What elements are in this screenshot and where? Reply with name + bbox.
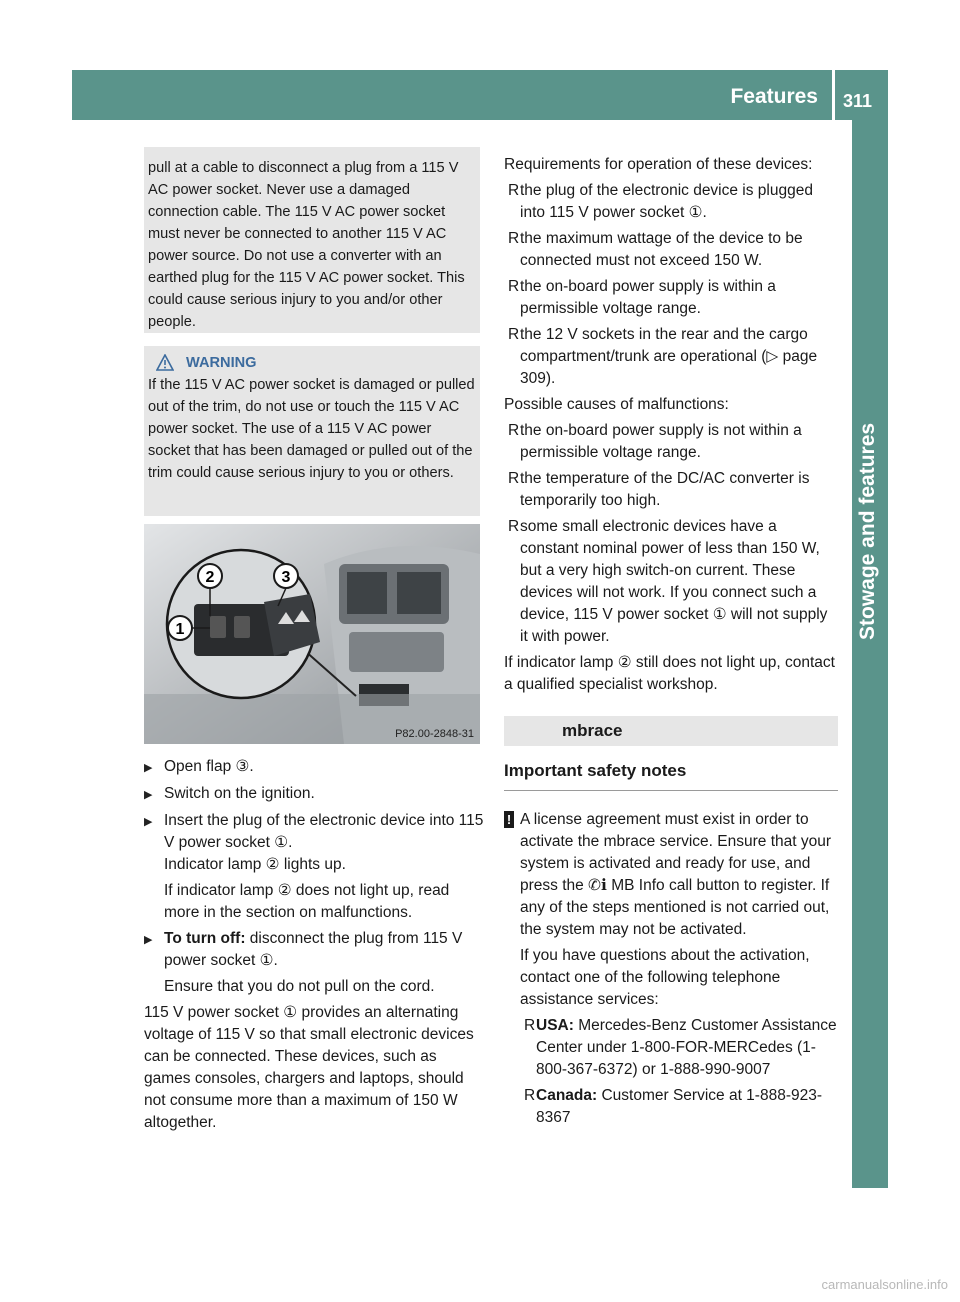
step-open-flap [144, 756, 484, 779]
body-paragraph: 115 V power socket ① provides an alternating voltage of 115 V so that small electronic devices can be connected. These devices, such as games consoles, chargers and laptops, should not consume more than a maximum of 150 W altogether. [144, 1004, 474, 1131]
list-item: R the 12 V sockets in the rear and the cargo compartment/trunk are operational (▷ page 309). [504, 324, 838, 390]
step-arrow-icon: ▶ [144, 789, 153, 801]
watermark: carmanualsonline.info [821, 1277, 948, 1292]
header-divider [832, 70, 835, 120]
side-tab [852, 120, 888, 1188]
step-text: Switch on the ignition. [164, 785, 315, 802]
step-body: disconnect the plug from 115 V power socket ①. [164, 930, 463, 969]
warning-title: WARNING [186, 355, 257, 371]
list-item-text: the on-board power supply is not within a permissible voltage range. [520, 422, 802, 461]
warning-text: If the 115 V AC power socket is damaged or pulled out of the trim, do not use or touch the 115 V AC power socket. The use of a 115 V AC power socket that has been damaged or pulled out of the trim could cause serious injury to you or others. [148, 377, 475, 481]
power-socket-photo [144, 524, 480, 744]
exclamation-icon: ! [504, 811, 514, 828]
usa-text: Mercedes-Benz Customer Assistance Center under 1-800-FOR-MERCedes (1-800-367-6372) or 1-888-990-9007 [536, 1017, 837, 1078]
list-item: R the temperature of the DC/AC converter is temporarily too high. [504, 468, 838, 512]
requirements-intro: Requirements for operation of these devices: [504, 156, 813, 173]
step-note: If indicator lamp ② does not light up, read more in the section on malfunctions. [164, 882, 450, 921]
list-item-text [536, 1085, 838, 1129]
step-note: Indicator lamp ② lights up. [164, 856, 346, 873]
footer [0, 1272, 960, 1302]
list-item-text [536, 1015, 838, 1081]
list-item: R the maximum wattage of the device to be connected must not exceed 150 W. [504, 228, 838, 272]
causes-intro: Possible causes of malfunctions: [504, 396, 729, 413]
indicator-note: If indicator lamp ② still does not light up, contact a qualified specialist workshop. [504, 654, 835, 693]
step-arrow-icon: ▶ [144, 816, 153, 828]
section-heading-mbrace: mbrace [504, 716, 838, 746]
warning-header [148, 352, 476, 374]
list-item: R the on-board power supply is not within a permissible voltage range. [504, 420, 838, 464]
warning-triangle-icon [156, 354, 174, 372]
page-number: 311 [843, 91, 873, 111]
list-item: R Canada: Customer Service at 1-888-923-8367 [520, 1085, 838, 1129]
step-arrow-icon: ▶ [144, 934, 153, 946]
callout-3: 3 [281, 569, 291, 586]
side-tab-label: Stowage and features [856, 422, 879, 640]
list-item-text: some small electronic devices have a constant nominal power of less than 150 W, but a very high switch-on current. These devices will not work. If you connect such a device, 115 V power socket ① will not supply it with power. [520, 518, 828, 645]
step-text: Insert the plug of the electronic device into 115 V power socket ①. [164, 812, 484, 851]
notice [504, 809, 838, 1129]
canada-text: Customer Service at 1-888-923-8367 [536, 1087, 823, 1126]
notice-text-2: If you have questions about the activation, contact one of the following telephone assistance services: [520, 947, 810, 1008]
step-turn-off [144, 928, 484, 972]
step-label: To turn off: [164, 930, 246, 947]
socket-illustration [144, 524, 480, 744]
step-ignition [144, 783, 484, 806]
right-column [504, 154, 838, 1129]
photo-code: P82.00-2848-31 [395, 728, 474, 740]
step-text: Open flap ③. [164, 758, 254, 775]
step-insert-plug [144, 810, 484, 854]
list-item-text: the maximum wattage of the device to be connected must not exceed 150 W. [520, 230, 803, 269]
step-note: Ensure that you do not pull on the cord. [164, 978, 435, 995]
notice-text: A license agreement must exist in order to activate the mbrace service. Ensure that your system is activated and ready for use, and press the ✆ℹ MB Info call button to register. If any of the steps mentioned is not carried out, the system may not be activated. [520, 811, 832, 938]
list-item: R the on-board power supply is within a permissible voltage range. [504, 276, 838, 320]
safety-text: pull at a cable to disconnect a plug from a 115 V AC power socket. Never use a damaged connection cable. The 115 V AC power socket must never be connected to another 115 V AC power source. Do not use a converter with an earthed plug for the 115 V AC power socket. This could cause serious injury to you and/or other people. [148, 160, 465, 330]
list-item: R some small electronic devices have a constant nominal power of less than 150 W, but a very high switch-on current. These devices will not work. If you connect such a device, 115 V power socket ① will not supply it with power. [504, 516, 838, 648]
step-text [164, 928, 484, 972]
callout-1: 1 [175, 621, 185, 638]
safety-text-box [144, 147, 480, 333]
list-item-text: the on-board power supply is within a permissible voltage range. [520, 278, 776, 317]
list-item: R USA: Mercedes-Benz Customer Assistance Center under 1-800-FOR-MERCedes (1-800-367-6372) or 1-888-990-9007 [520, 1015, 838, 1081]
left-column [144, 756, 484, 1134]
subsection-title: Important safety notes [504, 760, 838, 791]
usa-label: USA: [536, 1017, 574, 1034]
warning-box [144, 346, 480, 516]
list-item-text: the 12 V sockets in the rear and the cargo compartment/trunk are operational (▷ page 309). [520, 326, 818, 387]
step-arrow-icon: ▶ [144, 762, 153, 774]
list-item-text: the plug of the electronic device is plugged into 115 V power socket ①. [520, 182, 813, 221]
list-item: R the plug of the electronic device is plugged into 115 V power socket ①. [504, 180, 838, 224]
canada-label: Canada: [536, 1087, 598, 1104]
callout-2: 2 [205, 569, 215, 586]
page-section-title: Features [730, 85, 818, 108]
list-item-text: the temperature of the DC/AC converter is temporarily too high. [520, 470, 810, 509]
